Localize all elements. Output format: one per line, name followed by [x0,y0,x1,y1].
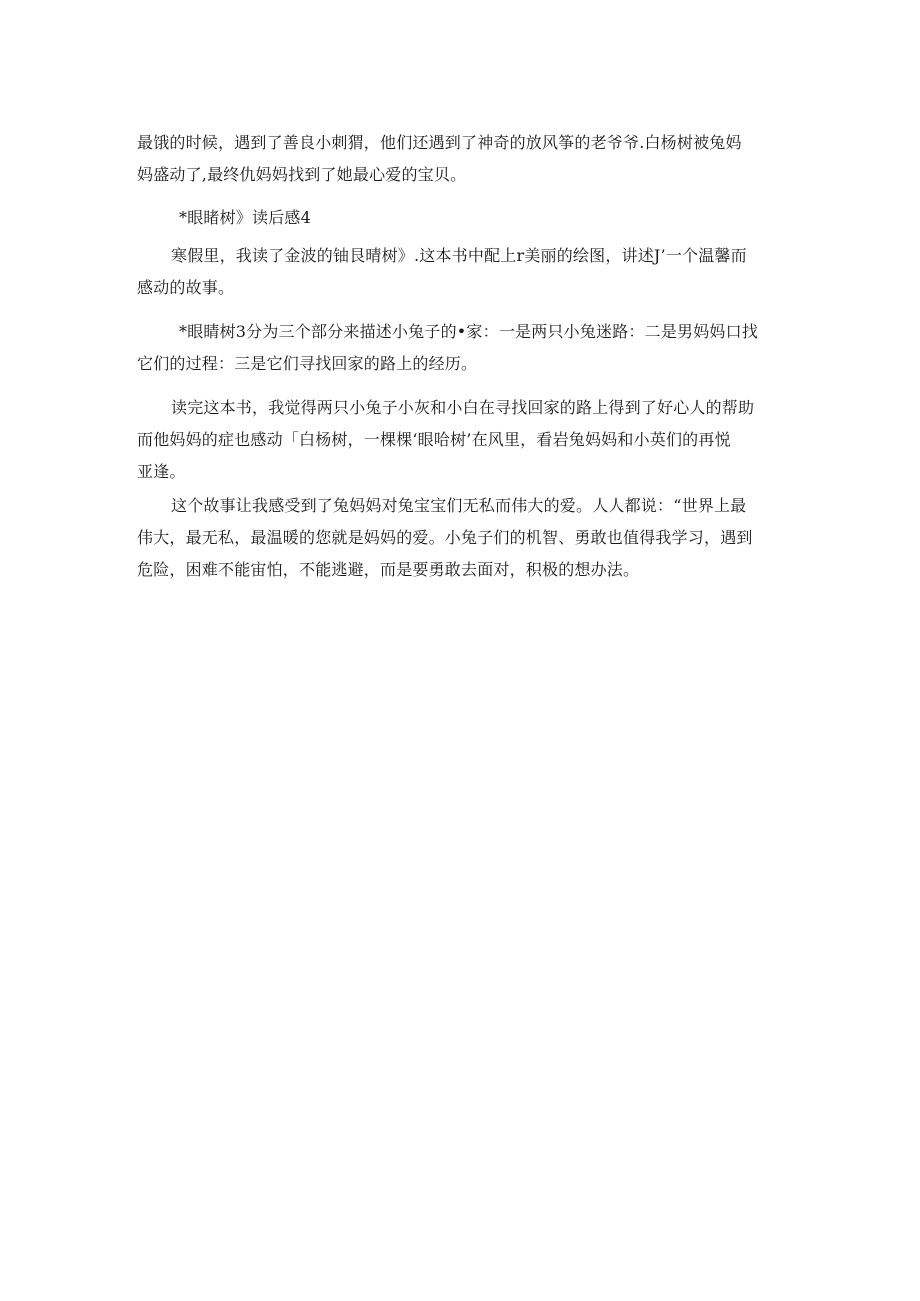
text-line: *眼睛树3分为三个部分来描述小兔子的•家：一是两只小兔迷路：二是男妈妈口找 [179,322,759,341]
text-line: 最饿的时候，遇到了善良小刺猬，他们还遇到了神奇的放风筝的老爷爷.白杨树被兔妈 [137,133,742,152]
section-heading [137,202,783,234]
paragraph [137,316,783,380]
paragraph-continuation [137,127,783,191]
paragraph [137,240,783,304]
paragraph [137,392,783,488]
text-line: 寒假里，我读了金波的铀艮晴树》.这本书中配上r美丽的绘图，讲述J’一个温馨而 [171,246,747,265]
text-line: 妈盛动了,最终仇妈妈找到了她最心爱的宝贝。 [137,165,467,184]
heading-line: *眼睹树》读后感4 [179,208,311,227]
text-line: 它们的过程：三是它们寻找回家的路上的经历。 [137,354,478,373]
text-line: 这个故事让我感受到了兔妈妈对兔宝宝们无私而伟大的爱。人人都说：“世界上最 [171,496,747,515]
text-line: 而他妈妈的症也感动「白杨树，一棵棵‘眼哈树’在风里，看岩兔妈妈和小英们的再悦 [137,430,731,449]
text-line: 读完这本书，我觉得两只小兔子小灰和小白在寻找回家的路上得到了好心人的帮助 [171,398,755,417]
text-line: 亚逢。 [137,462,186,481]
text-line: 危险，困难不能宙怕，不能逃避，而是要勇敢去面对，积极的想办法。 [137,560,640,579]
text-line: 伟大，最无私，最温暖的您就是妈妈的爱。小兔子们的机智、勇敢也值得我学习，遇到 [137,528,753,547]
text-line: 感动的故事。 [137,278,235,297]
paragraph [137,490,783,586]
